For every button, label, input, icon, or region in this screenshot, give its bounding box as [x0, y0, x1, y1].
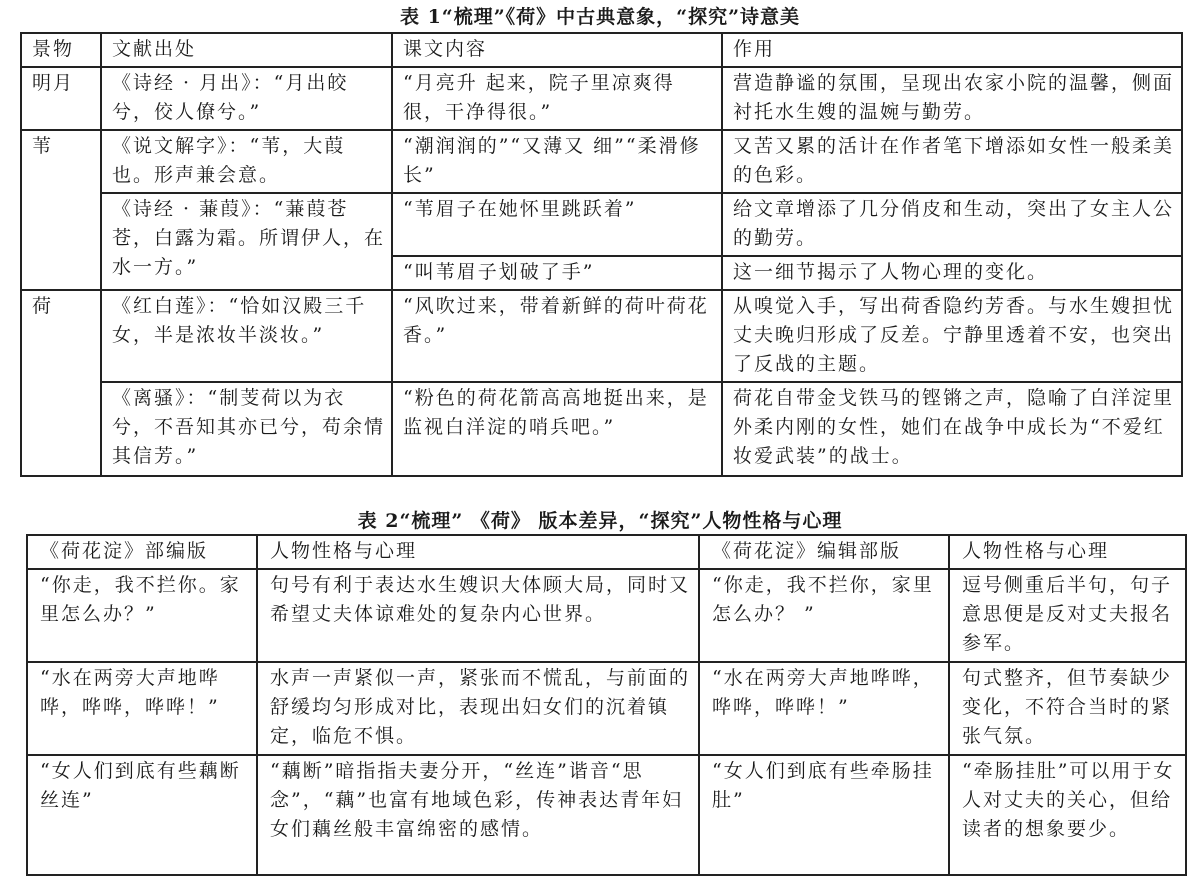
effect-cell: 荷花自带金戈铁马的铿锵之声，隐喻了白洋淀里外柔内刚的女性，她们在战争中成长为“不爱红妆爱武装”的战士。 [722, 382, 1182, 476]
analysis-a-cell: “藕断”暗指指夫妻分开，“丝连”谐音“思念”，“藕”也富有地域色彩，传神表达青年妇女们藕丝般丰富绵密的感情。 [257, 755, 699, 875]
scenery-cell: 苇 [21, 130, 101, 290]
text-cell: “叫苇眉子划破了手” [392, 256, 722, 290]
analysis-b-cell: 逗号侧重后半句，句子意思便是反对丈夫报名参军。 [949, 569, 1186, 662]
scenery-cell: 明月 [21, 67, 101, 130]
table2 [26, 534, 1187, 876]
effect-cell: 给文章增添了几分俏皮和生动，突出了女主人公的勤劳。 [722, 193, 1182, 256]
analysis-b-cell: 句式整齐，但节奏缺少变化，不符合当时的紧张气氛。 [949, 662, 1186, 755]
source-cell: 《诗经 · 月出》：“月出皎兮，佼人僚兮。” [101, 67, 392, 130]
table1-header-cell: 课文内容 [392, 33, 722, 67]
scenery-cell: 荷 [21, 290, 101, 476]
table1-header-cell: 景物 [21, 33, 101, 67]
analysis-b-cell: “牵肠挂肚”可以用于女人对丈夫的关心，但给读者的想象要少。 [949, 755, 1186, 875]
table1-row-reed [21, 130, 1182, 193]
source-cell: 《离骚》：“制芰荷以为衣兮，不吾知其亦已兮，苟余情其信芳。” [101, 382, 392, 476]
table1-caption: 表 1“梳理”《荷》中古典意象，“探究”诗意美 [399, 6, 801, 28]
table2-header-cell: 人物性格与心理 [949, 535, 1186, 569]
table2-header-cell: 《荷花淀》部编版 [27, 535, 257, 569]
table1-header-cell: 文献出处 [101, 33, 392, 67]
effect-cell: 从嗅觉入手，写出荷香隐约芳香。与水生嫂担忧丈夫晚归形成了反差。宁静里透着不安，也突出了反战的主题。 [722, 290, 1182, 382]
table1 [20, 32, 1183, 477]
edition-b-cell: “你走，我不拦你，家里怎么办？ ” [699, 569, 949, 662]
table2-header-row [27, 535, 1186, 569]
text-cell: “潮润润的”“又薄又 细”“柔滑修长” [392, 130, 722, 193]
table2-row [27, 569, 1186, 662]
edition-b-cell: “女人们到底有些牵肠挂肚” [699, 755, 949, 875]
effect-cell: 这一细节揭示了人物心理的变化。 [722, 256, 1182, 290]
effect-cell: 又苦又累的活计在作者笔下增添如女性一般柔美的色彩。 [722, 130, 1182, 193]
text-cell: “粉色的荷花箭高高地挺出来，是监视白洋淀的哨兵吧。” [392, 382, 722, 476]
table2-caption: 表 2“梳理” 《荷》 版本差异，“探究”人物性格与心理 [357, 510, 843, 532]
edition-a-cell: “女人们到底有些藕断丝连” [27, 755, 257, 875]
table2-header-cell: 人物性格与心理 [257, 535, 699, 569]
table1-row-lotus [21, 382, 1182, 476]
table1-header-cell: 作用 [722, 33, 1182, 67]
table1-row-moon [21, 67, 1182, 130]
text-cell: “月亮升 起来，院子里凉爽得很，干净得很。” [392, 67, 722, 130]
source-cell: 《诗经 · 蒹葭》：“蒹葭苍苍，白露为霜。所谓伊人，在水一方。” [101, 193, 392, 290]
edition-a-cell: “你走，我不拦你。家里怎么办？” [27, 569, 257, 662]
table1-row-reed [21, 193, 1182, 256]
edition-a-cell: “水在两旁大声地哗哗，哗哗，哗哗！” [27, 662, 257, 755]
source-cell: 《红白莲》：“恰如汉殿三千女，半是浓妆半淡妆。” [101, 290, 392, 382]
table1-row-lotus [21, 290, 1182, 382]
text-cell: “苇眉子在她怀里跳跃着” [392, 193, 722, 256]
source-cell: 《说文解字》：“苇，大葭也。形声兼会意。 [101, 130, 392, 193]
table1-header-row [21, 33, 1182, 67]
table2-header-cell: 《荷花淀》编辑部版 [699, 535, 949, 569]
table2-row [27, 662, 1186, 755]
edition-b-cell: “水在两旁大声地哗哗，哗哗，哗哗！” [699, 662, 949, 755]
text-cell: “风吹过来，带着新鲜的荷叶荷花香。” [392, 290, 722, 382]
table2-row [27, 755, 1186, 875]
effect-cell: 营造静谧的氛围，呈现出农家小院的温馨，侧面衬托水生嫂的温婉与勤劳。 [722, 67, 1182, 130]
analysis-a-cell: 水声一声紧似一声，紧张而不慌乱，与前面的舒缓均匀形成对比，表现出妇女们的沉着镇定，临危不惧。 [257, 662, 699, 755]
analysis-a-cell: 句号有利于表达水生嫂识大体顾大局，同时又希望丈夫体谅难处的复杂内心世界。 [257, 569, 699, 662]
